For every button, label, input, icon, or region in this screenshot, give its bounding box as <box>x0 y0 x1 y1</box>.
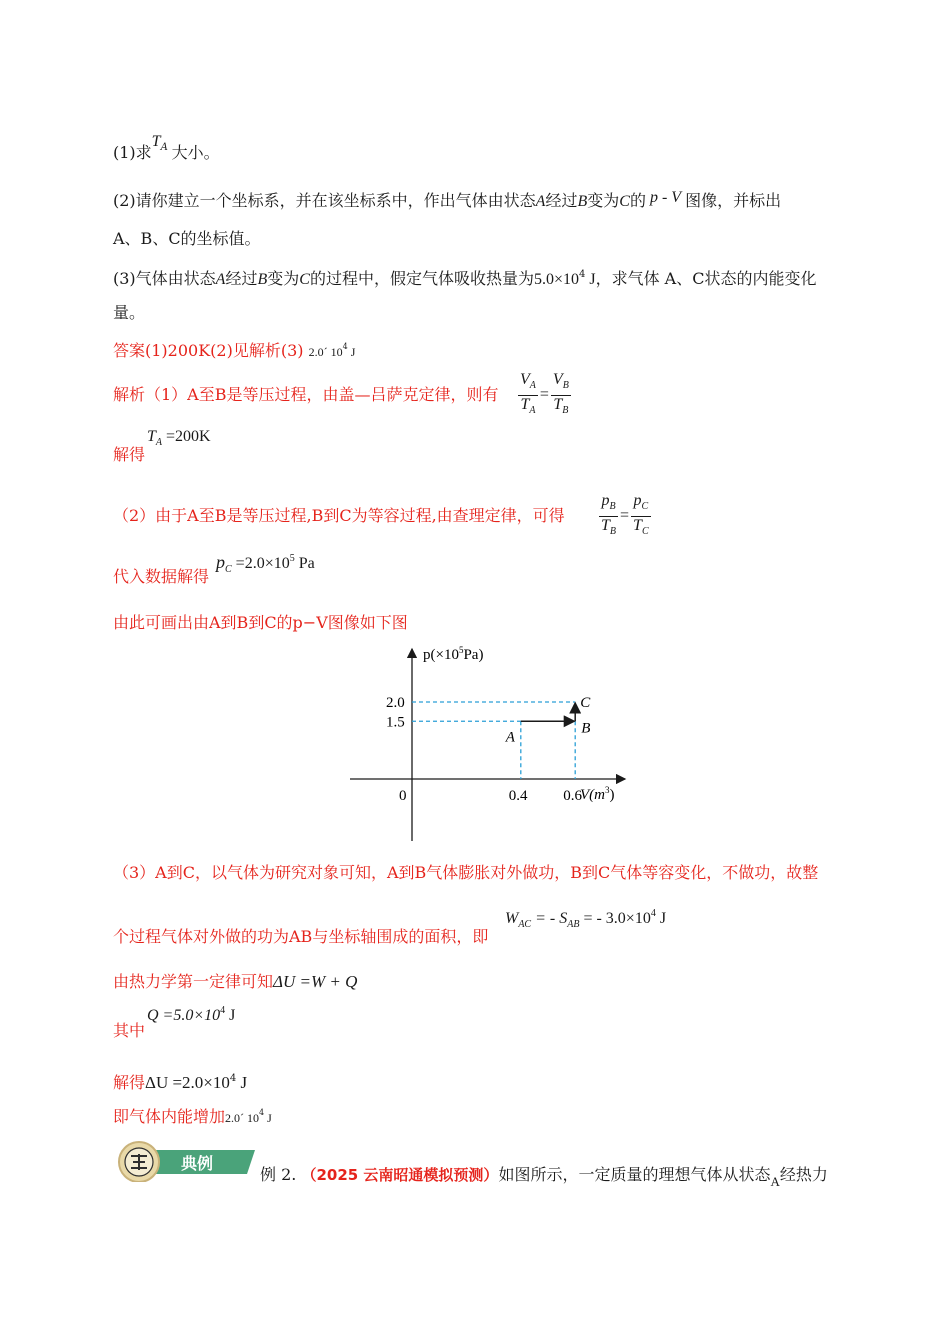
f1-eq: = <box>539 386 549 404</box>
answer-unit: J <box>347 345 356 359</box>
answer-value: 2.0´ 10 <box>308 345 343 359</box>
fraction-vb-tb <box>551 371 571 420</box>
question-2-line2 <box>113 228 261 250</box>
analysis-3-line2 <box>113 926 488 948</box>
w-unit: J <box>655 910 667 927</box>
analysis-1-text: 解析（1）A至B是等压过程，由盖—吕萨克定律，则有 <box>113 385 499 404</box>
solve-1-text: 解得 <box>113 445 146 464</box>
q3-text: (3)气体由状态 <box>113 269 216 288</box>
q2-state-c: C <box>619 193 630 210</box>
q2-coords-text: A、B、C的坐标值。 <box>113 229 261 248</box>
increase-text: 即气体内能增加 <box>113 1107 226 1126</box>
pc-unit: Pa <box>294 555 315 572</box>
analysis-3-line1: （3）A到C，以气体为研究对象可知，A到B气体膨胀对外做功，B到C气体等容变化，不做功，故整 <box>113 863 819 882</box>
f2-den-l-sub: B <box>609 526 617 537</box>
first-law-text: 由热力学第一定律可知 <box>113 972 274 991</box>
x-axis-label: $V(m^3)$ <box>580 785 615 803</box>
analysis-2 <box>113 505 565 527</box>
question-2 <box>113 190 781 213</box>
f1-den-l: T <box>520 396 530 413</box>
badge-text: 典例 <box>181 1156 214 1173</box>
du-eq: ΔU =2.0×10 <box>145 1073 230 1092</box>
origin-label: 0 <box>399 788 407 804</box>
q3-state-a: A <box>215 271 226 288</box>
example-label: 例 2. <box>260 1165 297 1184</box>
solve-1 <box>113 444 145 466</box>
ta-result <box>147 428 211 448</box>
f2-num-l-sub: B <box>609 501 616 512</box>
example-state: A <box>770 1174 780 1189</box>
point-label-b: B <box>581 720 591 737</box>
q3-line2: 量。 <box>113 303 146 322</box>
example-text2: 经热力 <box>779 1165 828 1184</box>
q3-mid: 的过程中，假定气体吸收热量为 <box>309 269 534 288</box>
inc-value: 2.0´ 10 <box>225 1111 260 1125</box>
solve-2 <box>113 1068 247 1094</box>
q2-pv-label: p - V <box>649 189 682 206</box>
example-text: 如图所示，一定质量的理想气体从状态 <box>498 1165 771 1184</box>
x-tick-label: 0.6 <box>563 788 582 804</box>
charles-formula <box>597 492 653 541</box>
pc-result <box>216 552 315 575</box>
f2-num-l: p <box>601 492 610 509</box>
q3-state-b: B <box>257 271 268 288</box>
q2-text: (2)请你建立一个坐标系，并在该坐标系中，作出气体由状态 <box>113 191 536 210</box>
example-2-line <box>260 1162 828 1189</box>
where-line <box>113 1020 145 1042</box>
y-tick-label: 2.0 <box>386 695 405 711</box>
q3-heat: 5.0×10 <box>533 271 579 288</box>
f1-den-l-sub: A <box>529 405 536 416</box>
y-tick-label: 1.5 <box>386 714 405 731</box>
draw-text <box>113 612 408 634</box>
question-1 <box>113 133 220 171</box>
gay-lussac-formula <box>516 371 573 420</box>
analysis-3 <box>113 862 818 884</box>
w-exp: 4 <box>650 908 656 919</box>
q2-tail: 图像，并标出 <box>685 191 782 210</box>
example-source: （2025 云南昭通模拟预测） <box>301 1166 499 1184</box>
f1-num-r-sub: B <box>562 380 569 391</box>
q2-state-b: B <box>577 193 588 210</box>
pc-value: =2.0×10 <box>231 555 290 572</box>
q3-tail: ，求气体 A、C状态的内能变化 <box>595 269 817 288</box>
q-unit: J <box>225 1007 236 1024</box>
w-value: = - 3.0×10 <box>579 910 651 927</box>
first-law-equation: ΔU =W + Q <box>273 972 358 991</box>
substitute-text: 代入数据解得 <box>113 567 210 586</box>
example-badge <box>115 1138 255 1182</box>
q-eq: Q =5.0×10 <box>147 1007 221 1024</box>
ta-value: =200K <box>162 428 211 445</box>
fraction-pb-tb <box>599 492 618 541</box>
analysis-2-text: （2）由于A至B是等压过程,B到C为等容过程,由查理定律，可得 <box>113 506 565 525</box>
q1-suffix: 大小。 <box>171 143 220 162</box>
ta-var: T <box>147 428 156 445</box>
where-text: 其中 <box>113 1021 146 1040</box>
q3-state-c: C <box>299 271 310 288</box>
f1-den-r: T <box>553 396 563 413</box>
point-label-a: A <box>505 729 515 746</box>
y-axis-label: $p(\times 10^5Pa)$ <box>423 645 484 663</box>
point-label-c: C <box>580 695 591 711</box>
pc-exp: 5 <box>289 553 295 564</box>
answer-label: 答案(1)200K(2)见解析(3) <box>113 341 304 360</box>
pc-sub: C <box>225 564 232 575</box>
q3-to: 变为 <box>267 269 300 288</box>
q-exp: 4 <box>220 1005 226 1016</box>
f2-den-l: T <box>601 517 610 534</box>
draw-text-content: 由此可画出由A到B到C的p−V图像如下图 <box>113 613 408 632</box>
q1-prefix: (1)求 <box>113 143 152 162</box>
inc-exp: 4 <box>259 1108 265 1117</box>
f2-den-r: T <box>633 517 642 534</box>
question-3 <box>113 264 816 291</box>
f1-num-r: V <box>552 371 563 388</box>
pc-var: p <box>216 552 225 572</box>
f1-num-l-sub: A <box>529 380 536 391</box>
q2-via: 经过 <box>545 191 578 210</box>
q2-to: 变为 <box>587 191 620 210</box>
answer-exp: 4 <box>342 342 348 351</box>
question-3-line2 <box>113 302 145 324</box>
x-tick-label: 0.4 <box>508 788 528 804</box>
w-sub2: AB <box>567 919 580 930</box>
q2-of: 的 <box>629 191 646 210</box>
w-mid: = - S <box>531 910 568 927</box>
solve-2-text: 解得 <box>113 1073 146 1092</box>
q1-sub: A <box>160 142 168 153</box>
pv-chart <box>345 645 645 845</box>
f1-den-r-sub: B <box>562 405 569 416</box>
analysis-3-line2-text: 个过程气体对外做的功为AB与坐标轴围成的面积，即 <box>113 927 489 946</box>
f2-den-r-sub: C <box>641 526 649 537</box>
w-var: W <box>505 910 519 927</box>
increase-line <box>113 1102 272 1129</box>
fraction-pc-tc <box>631 492 651 541</box>
f2-eq: = <box>620 507 630 525</box>
seal-glyph-icon <box>131 1154 147 1170</box>
q1-variable <box>152 130 172 159</box>
ta-sub: A <box>155 437 163 448</box>
du-unit: J <box>236 1073 248 1092</box>
substitute <box>113 566 209 588</box>
answer-line <box>113 336 355 363</box>
fraction-va-ta <box>518 371 538 420</box>
w-sub: AC <box>518 919 532 930</box>
analysis-1 <box>113 384 499 406</box>
q1-var: T <box>151 133 161 150</box>
f2-num-r-sub: C <box>641 501 649 512</box>
q3-heat-unit: J <box>585 271 596 288</box>
f2-num-r: p <box>633 492 642 509</box>
work-formula <box>505 908 666 930</box>
du-exp: 4 <box>229 1073 237 1084</box>
q3-via: 经过 <box>225 269 258 288</box>
chart-layer <box>386 695 591 804</box>
q3-heat-exp: 4 <box>578 269 586 280</box>
q2-state-a: A <box>535 193 546 210</box>
q-value <box>147 1005 235 1025</box>
first-law <box>113 971 357 993</box>
f1-num-l: V <box>520 371 530 388</box>
inc-unit: J <box>264 1111 272 1125</box>
